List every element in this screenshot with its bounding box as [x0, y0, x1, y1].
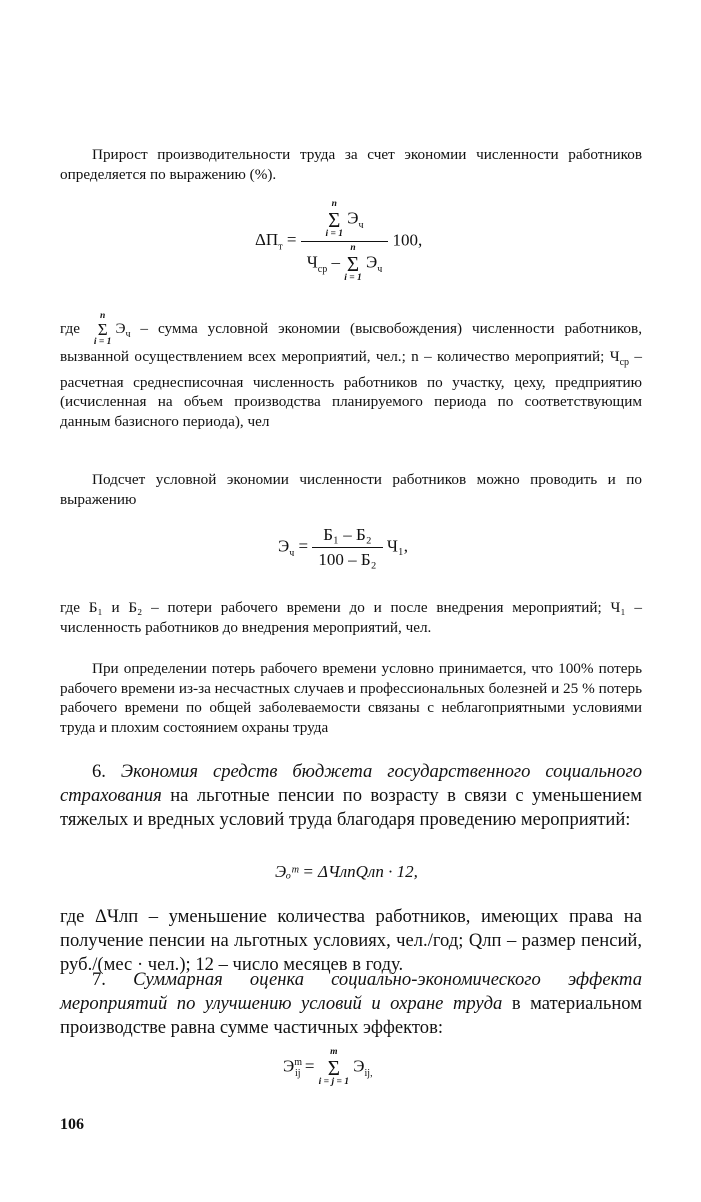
page-number: 106: [60, 1116, 84, 1133]
sum-symbol: n Σ i = 1: [344, 243, 362, 283]
formula-fraction: [301, 200, 389, 283]
formula-conditional-savings: $Э_ч$ = $\frac{\text{Б₁ – Б₂}}{\text{100 – Б₂}}$ Ч₁,: [278, 525, 409, 569]
paragraph-work-time-losses: При определении потерь рабочего времени условно принимается, что 100% потерь рабочего времени из-за несчастных случаев и профессиональных болезней и 25 % потерь рабочего времени по общей заболеваемости связаны с неблагоприятными условиями труда и плохим состоянием охраны труда: [60, 660, 642, 736]
formula-pension-savings: Эₒᵐ = ΔЧлпQлп · 12,: [275, 862, 418, 881]
formula-productivity-growth: [255, 200, 422, 283]
paragraph-item-6: 6. Экономия средств бюджета государственного социального страхования на льготные пенсии по возрасту в связи с уменьшением тяжелых и вредных условий труда благодаря проведению мероприятий:: [60, 761, 642, 830]
sum-symbol: m Σ i = j = 1: [318, 1047, 350, 1087]
formula-denominator: $Ч_{ср}$ – n Σ i = 1 $Э_ч$: [301, 241, 389, 283]
formula-total-effect: $Э^m_{ij}$ = m Σ i = j = 1 $Э_{ij,}$: [283, 1047, 373, 1087]
sum-symbol: n Σ i = 1: [325, 199, 343, 239]
paragraph-item-7: 7. Суммарная оценка социально-экономического эффекта мероприятий по улучшению условий и охране труда в материальном производстве равна сумме частичных эффектов:: [60, 969, 643, 1038]
formula-fraction: $\frac{\text{Б₁ – Б₂}}{\text{100 – Б₂}}$: [312, 525, 382, 570]
formula-lhs: $\Delta П_т$ =: [255, 230, 301, 253]
paragraph-productivity-intro: Прирост производительности труда за счет экономии численности работников определяется по выражению (%).: [60, 146, 642, 183]
inline-sum: n Σ i = 1: [93, 311, 112, 347]
paragraph-definitions-1: где n Σ i = 1 $Э_ч$ – сумма условной экономии (высвобождения) численности работников, вызванной осуществлением всех мероприятий, чел.; n – количество мероприятий; $Ч_{ср}$ – расчетная среднесписочная численность работников по участку, цеху, предприятию (исчисленная на объем производства планируемого периода по соответствующим данным базисного периода), чел: [60, 311, 643, 430]
formula-numerator: n Σ i = 1 $Э_ч$: [325, 199, 364, 239]
paragraph-alt-calculation: Подсчет условной экономии численности работников можно проводить и по выражению: [60, 471, 642, 508]
formula-factor: 100,: [392, 230, 423, 250]
paragraph-definitions-3: где ΔЧлп – уменьшение количества работников, имеющих права на получение пенсии на льготных условиях, чел./год; Qлп – размер пенсий, руб./(мес · чел.); 12 – число месяцев в году.: [60, 906, 642, 975]
paragraph-definitions-2: где Б₁ и Б₂ – потери рабочего времени до и после внедрения мероприятий; Ч₁ – численность работников до внедрения мероприятий, чел.: [60, 599, 642, 636]
